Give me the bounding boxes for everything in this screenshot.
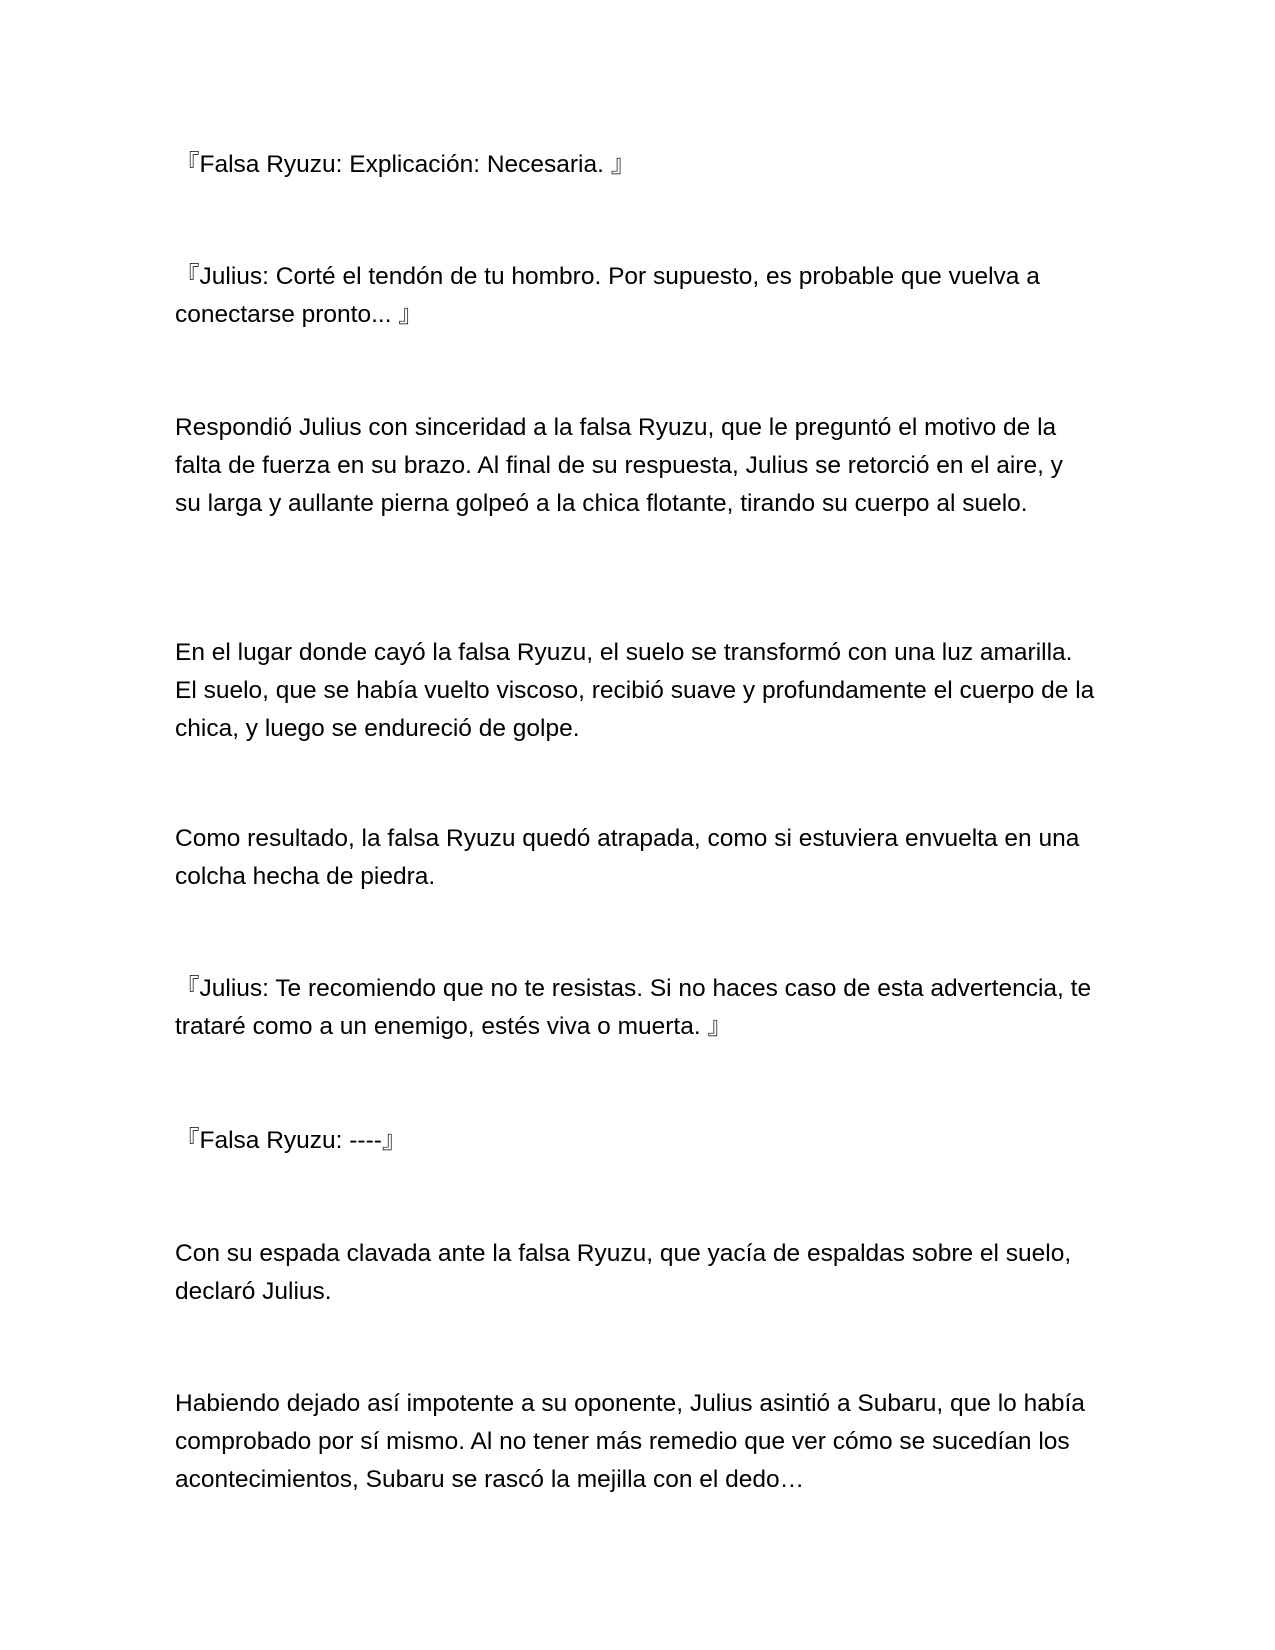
dialogue-paragraph: 『Julius: Corté el tendón de tu hombro. Por supuesto, es probable que vuelva a conectarse pronto... 』 <box>175 263 1040 328</box>
narrative-paragraph: Como resultado, la falsa Ryuzu quedó atrapada, como si estuviera envuelta en una colcha hecha de piedra. <box>175 825 1080 890</box>
dialogue-paragraph: 『Falsa Ryuzu: Explicación: Necesaria. 』 <box>175 151 636 178</box>
narrative-paragraph: Con su espada clavada ante la falsa Ryuzu, que yacía de espaldas sobre el suelo, declaró Julius. <box>175 1240 1072 1305</box>
narrative-paragraph: En el lugar donde cayó la falsa Ryuzu, el suelo se transformó con una luz amarilla. El suelo, que se había vuelto viscoso, recibió suave y profundamente el cuerpo de la chica, y luego se endureció de golpe. <box>175 639 1095 742</box>
narrative-paragraph: Habiendo dejado así impotente a su oponente, Julius asintió a Subaru, que lo había comprobado por sí mismo. Al no tener más remedio que ver cómo se sucedían los acontecimientos, Subaru se rascó la mejilla con el dedo… <box>175 1390 1085 1493</box>
dialogue-paragraph: 『Falsa Ryuzu: ----』 <box>175 1127 407 1154</box>
dialogue-paragraph: 『Julius: Te recomiendo que no te resistas. Si no haces caso de esta advertencia, te trataré como a un enemigo, estés viva o muerta. 』 <box>175 975 1092 1040</box>
narrative-paragraph: Respondió Julius con sinceridad a la falsa Ryuzu, que le preguntó el motivo de la falta de fuerza en su brazo. Al final de su respuesta, Julius se retorció en el aire, y su larga y aullante pierna golpeó a la chica flotante, tirando su cuerpo al suelo. <box>175 414 1063 517</box>
